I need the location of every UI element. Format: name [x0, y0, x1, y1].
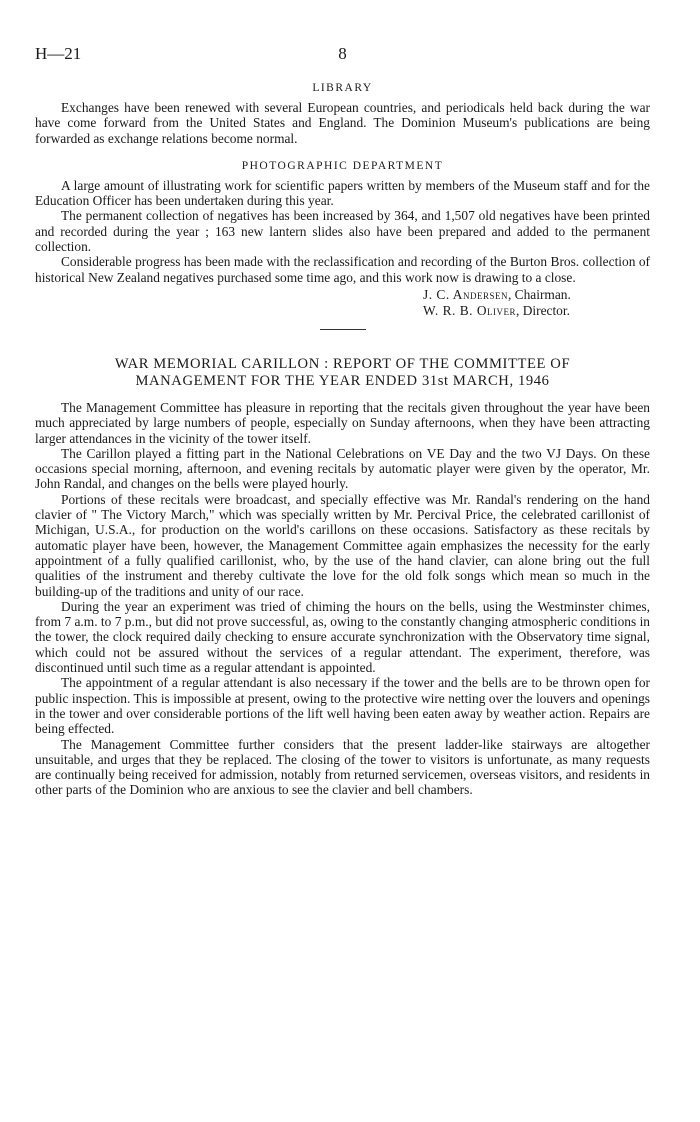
- signature-role: , Director.: [516, 302, 570, 318]
- library-section: [35, 82, 650, 146]
- page-header: [35, 44, 650, 74]
- carillon-title: [35, 356, 650, 390]
- photographic-section: [35, 160, 650, 285]
- carillon-paragraph: The appointment of a regular attendant is also necessary if the tower and the bells are to be thrown open for public inspection. This is impossible at present, owing to the protective wire netting over the louvers and openings in the tower and over considerable portions of the lift well having been eaten away by weather action. Repairs are being effected.: [35, 675, 650, 737]
- signature-block: [35, 287, 650, 319]
- carillon-paragraph: During the year an experiment was tried of chiming the hours on the bells, using the Westminster chimes, from 7 a.m. to 7 p.m., but did not prove successful, as, owing to the constantly changing atmospheric conditions in the tower, the clock required daily checking to ensure accurate synchronization with the Observatory time signal, which could not be assured without the services of a regular attendant. The experiment, therefore, was discontinued until such time as a regular attendant is appointed.: [35, 598, 650, 676]
- signature-role: , Chairman.: [507, 286, 571, 302]
- carillon-title-line: WAR MEMORIAL CARILLON : REPORT OF THE COMMITTEE OF: [114, 355, 571, 372]
- carillon-title-line: MANAGEMENT FOR THE YEAR ENDED 31st MARCH, 1946: [135, 372, 550, 389]
- signature-name: W. R. B. Oliver: [423, 302, 517, 318]
- carillon-paragraph: The Management Committee has pleasure in reporting that the recitals given throughout the year have been much appreciated by large numbers of people, especially on Sunday afternoons, when they have been attracting larger attendances in the vicinity of the tower itself.: [35, 399, 650, 446]
- photographic-paragraph: Considerable progress has been made with the reclassification and recording of the Burton Bros. collection of historical New Zealand negatives purchased some time ago, and this work now is drawing to a close.: [35, 254, 650, 285]
- carillon-paragraph: The Management Committee further considers that the present ladder-like stairways are altogether unsuitable, and urges that they be replaced. The closing of the tower to visitors is unfortunate, as many requests are continually being received for admission, notably from returned servicemen, overseas visitors, and residents in other parts of the Dominion who are anxious to see the clavier and bell chambers.: [35, 736, 650, 798]
- signature-director: [423, 303, 650, 319]
- photographic-paragraph: A large amount of illustrating work for scientific papers written by members of the Museum staff and for the Education Officer has been undertaken during this year.: [35, 177, 650, 209]
- signature-chairman: [423, 287, 650, 303]
- carillon-section: [35, 356, 650, 798]
- carillon-paragraph: The Carillon played a fitting part in the National Celebrations on VE Day and the two VJ Days. On these occasions special morning, afternoon, and evening recitals by automatic player were given by the operator, Mr. John Randal, and changes on the bells were played hourly.: [35, 445, 650, 492]
- page-number: 8: [338, 44, 347, 63]
- document-reference: H—21: [35, 44, 82, 63]
- section-divider: [320, 329, 366, 330]
- photographic-heading: PHOTOGRAPHIC DEPARTMENT: [241, 159, 444, 172]
- carillon-paragraph: Portions of these recitals were broadcast, and specially effective was Mr. Randal's rendering on the hand clavier of " The Victory March," which was specially written by Mr. Percival Price, the celebrated carillonist of Michigan, U.S.A., for production on the world's carillons on these occasions. Satisfactory as these recitals by automatic player have been, however, the Management Committee again emphasizes the necessity for the early appointment of a fully qualified carillonist, who, by the use of the hand clavier, can alone bring out the full qualities of the instrument and thereby cultivate the love for the old folk songs which mean so much in the building-up of the traditions and unity of our race.: [35, 491, 650, 599]
- signature-name: J. C. Andersen: [423, 286, 508, 302]
- photographic-paragraph: The permanent collection of negatives has been increased by 364, and 1,507 old negatives have been printed and recorded during the year ; 163 new lantern slides also have been prepared and added to the permanent collection.: [35, 208, 650, 255]
- library-heading: LIBRARY: [312, 82, 373, 94]
- library-paragraph: Exchanges have been renewed with several European countries, and periodicals held back during the war have come forward from the United States and England. The Dominion Museum's publications are being forwarded as exchange relations become normal.: [35, 100, 650, 146]
- document-page: [35, 44, 650, 798]
